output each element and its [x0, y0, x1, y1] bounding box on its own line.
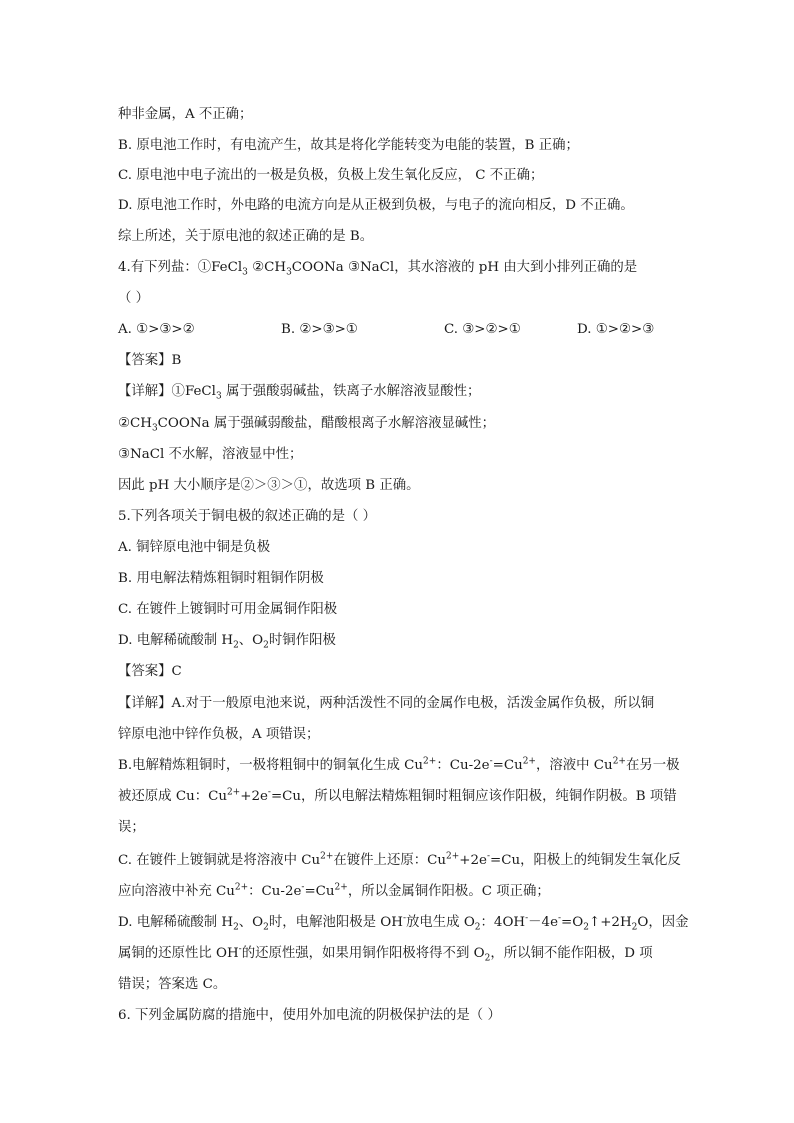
- explanation-line: 被还原成 Cu：$Cu^{2+}+2e^-=Cu$，所以电解法精炼粗铜时粗铜应该作阳极，纯铜作阴极。B 项错: [118, 787, 677, 804]
- option-d: D. 电解稀硫酸制 $H_2$、$O_2$时铜作阳极: [118, 633, 336, 651]
- text-line: 种非金属，A 不正确；: [118, 107, 253, 122]
- question-6-stem: 6. 下列金属防腐的措施中，使用外加电流的阴极保护法的是（ ）: [118, 1008, 501, 1023]
- explanation-line: 因此 pH 大小顺序是②＞③＞①，故选项 B 正确。: [118, 478, 420, 493]
- option-d: D. ①>②>③: [577, 322, 655, 337]
- option-c: C. 在镀件上镀铜时可用金属铜作阳极: [118, 602, 338, 617]
- text-line: D. 原电池工作时，外电路的电流方向是从正极到负极，与电子的流向相反，D 不正确。: [118, 198, 634, 213]
- question-4-options: [118, 320, 694, 340]
- question-4-stem: 4.有下列盐：①FeCl$_3$ $②CH_3COONa$ ③NaCl，其水溶液的 pH 由大到小排列正确的是: [118, 260, 638, 278]
- text-line: B. 原电池工作时，有电流产生，故其是将化学能转变为电能的装置，B 正确；: [118, 138, 579, 153]
- option-a: A. 铜锌原电池中铜是负极: [118, 540, 271, 555]
- explanation-line: 【详解】①FeCl$_3$ 属于强酸弱碱盐，铁离子水解溶液显酸性；: [118, 384, 481, 402]
- explanation-line: $②CH_3COONa$ 属于强碱弱酸盐，醋酸根离子水解溶液显碱性；: [118, 416, 496, 434]
- option-b: B. ②>③>①: [281, 322, 358, 337]
- explanation-line: D. 电解稀硫酸制 $H_2$、$O_2$时，电解池阳极是 OH-放电生成 $O_2$：$4OH^--4e^-=O_2↑+2H_2O$，因金: [118, 913, 689, 933]
- text-line: C. 原电池中电子流出的一极是负极，负极上发生氧化反应， C 不正确；: [118, 168, 544, 183]
- explanation-line: C. 在镀件上镀铜就是将溶液中 $Cu^{2+}$在镀件上还原：$Cu^{2+}+2e^-=Cu$，阳极上的纯铜发生氧化反: [118, 851, 681, 868]
- explanation-line: B.电解精炼粗铜时，一极将粗铜中的铜氧化生成 $Cu^{2+}$：$Cu-2e^-=Cu^{2+}$，溶液中 $Cu^{2+}$在另一极: [118, 756, 680, 773]
- explanation-line: 锌原电池中锌作负极，A 项错误；: [118, 727, 320, 742]
- explanation-line: ③NaCl 不水解，溶液显中性；: [118, 447, 303, 462]
- answer-blank: （ ）: [118, 291, 150, 306]
- option-a: A. ①>③>②: [118, 322, 195, 337]
- question-5-stem: 5.下列各项关于铜电极的叙述正确的是（ ）: [118, 509, 377, 524]
- explanation-line: 【详解】A.对于一般原电池来说，两种活泼性不同的金属作电极，活泼金属作负极，所以铜: [118, 696, 655, 711]
- explanation-line: 错误；答案选 C。: [118, 977, 227, 992]
- text-line: 综上所述，关于原电池的叙述正确的是 B。: [118, 229, 374, 244]
- option-b: B. 用电解法精炼粗铜时粗铜作阴极: [118, 571, 324, 586]
- option-c: C. ③>②>①: [444, 322, 521, 337]
- explanation-line: 误；: [118, 820, 145, 835]
- explanation-line: 属铜的还原性比 OH-的还原性强，如果用铜作阳极将得不到 $O_2$，所以铜不能作阳极，D 项: [118, 944, 653, 964]
- answer-label: 【答案】B: [118, 353, 182, 368]
- answer-label: 【答案】C: [118, 664, 182, 679]
- explanation-line: 应向溶液中补充 $Cu^{2+}$：$Cu-2e^-=Cu^{2+}$，所以金属铜作阳极。C 项正确；: [118, 882, 550, 899]
